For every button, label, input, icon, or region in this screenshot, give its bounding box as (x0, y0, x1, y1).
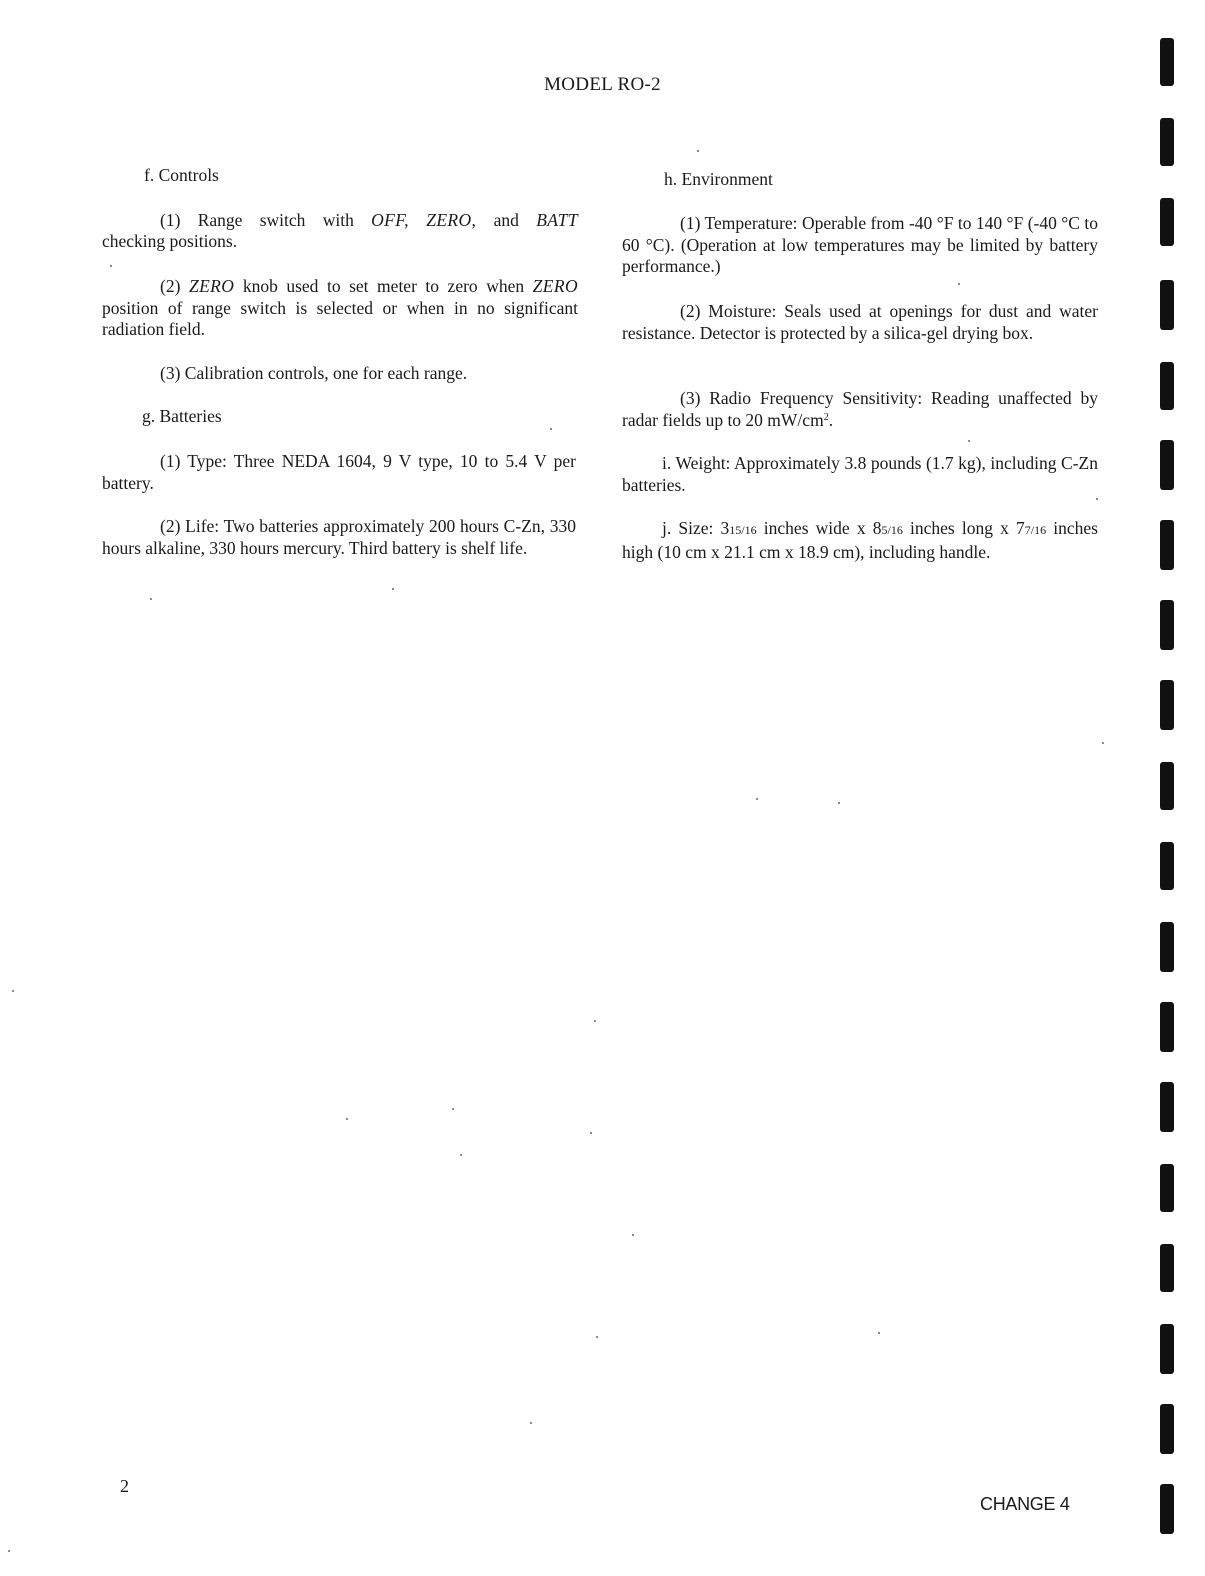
change-bar (1160, 922, 1174, 972)
change-bar (1160, 762, 1174, 810)
change-bar (1160, 280, 1174, 330)
fraction-height: 7/16 (1024, 523, 1047, 537)
batteries-item-2: (2) Life: Two batteries approximately 200 hours C-Zn, 330 hours alkaline, 330 hours mercury. Third battery is shelf life. (102, 516, 576, 558)
speck (452, 1108, 454, 1110)
speck (968, 440, 970, 442)
section-heading-batteries: g. Batteries (142, 406, 222, 426)
speck (594, 1020, 596, 1022)
weight-paragraph: i. Weight: Approximately 3.8 pounds (1.7 kg), including C-Zn batteries. (622, 453, 1098, 495)
change-bar (1160, 38, 1174, 86)
speck (590, 1132, 592, 1134)
change-bar (1160, 1484, 1174, 1534)
change-label: CHANGE 4 (980, 1494, 1070, 1514)
speck (530, 1422, 532, 1424)
speck (596, 1336, 598, 1338)
speck (110, 265, 112, 267)
speck (12, 990, 14, 992)
speck (632, 1234, 634, 1236)
speck (756, 798, 758, 800)
change-bar (1160, 362, 1174, 410)
change-bar (1160, 1082, 1174, 1132)
controls-item-3: (3) Calibration controls, one for each range. (160, 363, 468, 383)
speck (346, 1118, 348, 1120)
section-heading-environment: h. Environment (664, 169, 773, 189)
fraction-length: 5/16 (881, 523, 903, 537)
environment-item-2: (2) Moisture: Seals used at openings for dust and water resistance. Detector is protected by a silica-gel drying box. (622, 301, 1098, 343)
speck (8, 1550, 10, 1552)
change-bar (1160, 600, 1174, 650)
speck (878, 1332, 880, 1334)
batteries-item-1: (1) Type: Three NEDA 1604, 9 V type, 10 to 5.4 V per battery. (102, 451, 576, 493)
change-bar (1160, 842, 1174, 890)
speck (1102, 742, 1104, 744)
size-paragraph: j. Size: 315/16 inches wide x 85/16 inches long x 77/16 inches high (10 cm x 21.1 cm x 18.9 cm), including handle. (622, 518, 1098, 562)
page-header: MODEL RO-2 (544, 74, 661, 95)
controls-item-1: (1) Range switch with OFF, ZERO, and BATT (160, 210, 578, 230)
speck (958, 283, 960, 285)
controls-item-2: (2) ZERO knob used to set meter to zero when ZERO position of range switch is selected or when in no significant radiation field. (102, 276, 578, 339)
environment-item-3: (3) Radio Frequency Sensitivity: Reading unaffected by radar fields up to 20 $mW/cm^2$. (622, 388, 1098, 430)
change-bar (1160, 1404, 1174, 1454)
fraction-width: 15/16 (729, 523, 757, 537)
change-bar (1160, 1324, 1174, 1374)
section-heading-controls: f. Controls (144, 165, 219, 185)
controls-item-1-continued: checking positions. (102, 231, 238, 251)
speck (1096, 498, 1098, 500)
speck (838, 802, 840, 804)
change-bar (1160, 198, 1174, 246)
change-bar (1160, 440, 1174, 490)
change-bar (1160, 1164, 1174, 1212)
speck (150, 598, 152, 600)
speck (550, 428, 552, 430)
environment-item-1: (1) Temperature: Operable from -40 °F to 140 °F (-40 °C to 60 °C). (Operation at low temperatures may be limited by battery performance.) (622, 213, 1098, 276)
page-number: 2 (120, 1476, 129, 1496)
speck (392, 588, 394, 590)
change-bar (1160, 1002, 1174, 1052)
change-bar (1160, 680, 1174, 730)
speck (460, 1154, 462, 1156)
change-bar (1160, 118, 1174, 166)
change-bar (1160, 520, 1174, 570)
speck (697, 150, 699, 152)
change-bar (1160, 1244, 1174, 1292)
